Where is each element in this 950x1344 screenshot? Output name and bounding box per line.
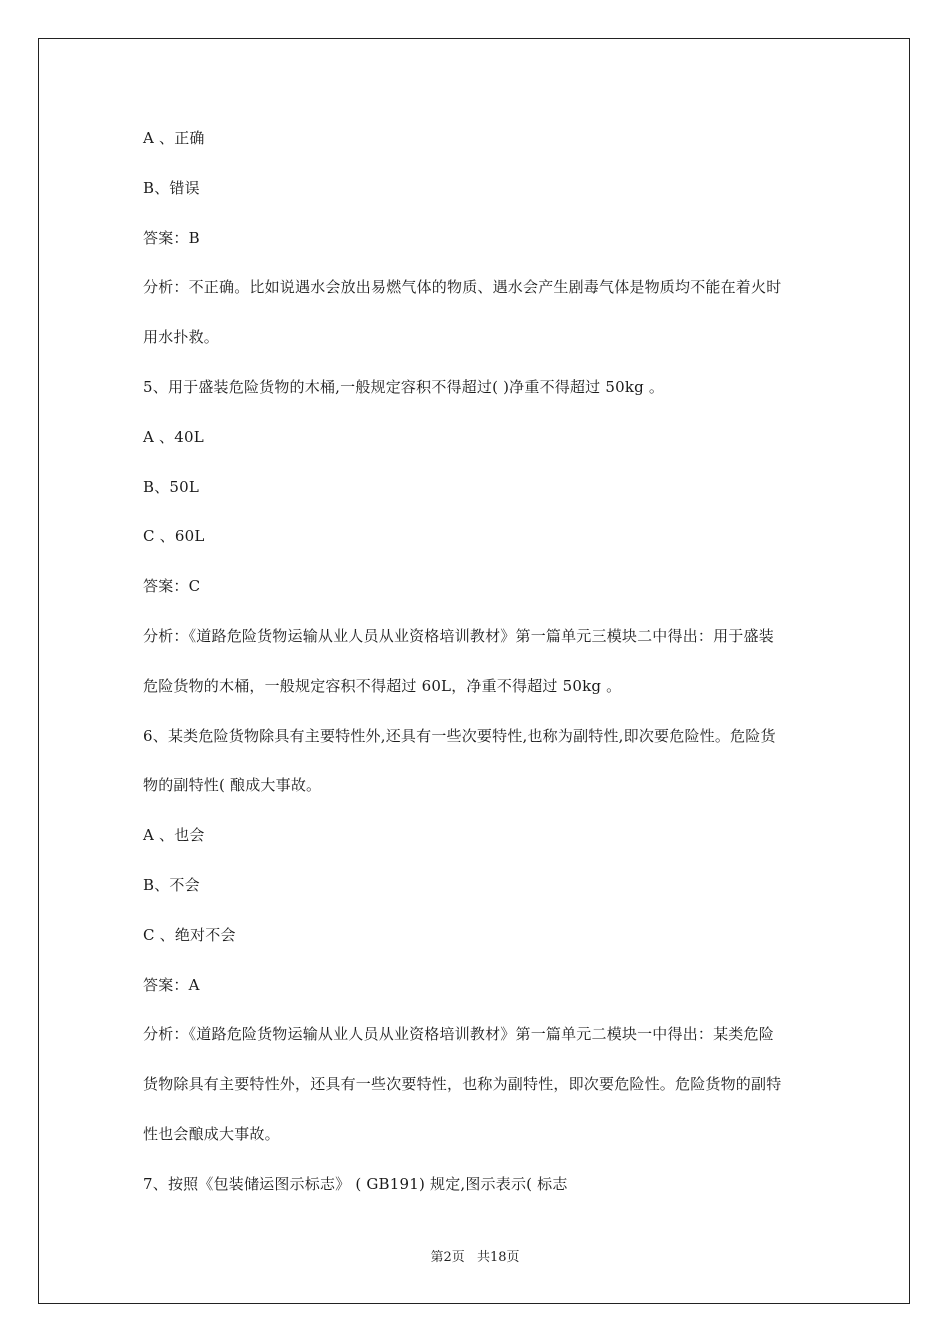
answer: 答案：A xyxy=(143,975,200,994)
analysis-line: 分析：《道路危险货物运输从业人员从业资格培训教材》第一篇单元二模块一中得出：某类危险 xyxy=(143,1025,774,1044)
page-total: 共18页 xyxy=(476,1250,520,1265)
answer: 答案：C xyxy=(143,577,201,596)
question-5: 5、用于盛装危险货物的木桶,一般规定容积不得超过( )净重不得超过 50kg 。 xyxy=(143,377,665,396)
page-number: 第2页 xyxy=(430,1250,465,1265)
analysis-line: 性也会酿成大事故。 xyxy=(143,1124,280,1143)
document-body xyxy=(143,120,813,1216)
analysis-line: 分析：不正确。比如说遇水会放出易燃气体的物质、遇水会产生剧毒气体是物质均不能在着火时 xyxy=(143,278,782,297)
analysis-line: 货物除具有主要特性外，还具有一些次要特性，也称为副特性，即次要危险性。危险货物的副特 xyxy=(143,1075,782,1094)
page-footer xyxy=(0,1246,950,1265)
option-b: B、不会 xyxy=(143,875,200,894)
analysis-line: 分析：《道路危险货物运输从业人员从业资格培训教材》第一篇单元三模块二中得出：用于盛装 xyxy=(143,626,774,645)
question-6: 6、某类危险货物除具有主要特性外,还具有一些次要特性,也称为副特性,即次要危险性。危险货 xyxy=(143,726,776,745)
option-a: A 、也会 xyxy=(143,826,205,845)
question-7: 7、按照《包装储运图示标志》 ( GB191) 规定,图示表示( 标志 xyxy=(143,1174,568,1193)
answer: 答案：B xyxy=(143,228,200,247)
analysis-line: 危险货物的木桶，一般规定容积不得超过 60L，净重不得超过 50kg 。 xyxy=(143,676,622,695)
option-b: B、50L xyxy=(143,477,200,496)
option-a: A 、正确 xyxy=(143,129,205,147)
option-b: B、错误 xyxy=(143,178,200,197)
option-c: C 、60L xyxy=(143,527,205,546)
option-a: A 、40L xyxy=(143,427,204,446)
option-c: C 、绝对不会 xyxy=(143,925,236,944)
analysis-line: 用水扑救。 xyxy=(143,328,220,347)
question-6-continued: 物的副特性( 酿成大事故。 xyxy=(143,776,322,795)
